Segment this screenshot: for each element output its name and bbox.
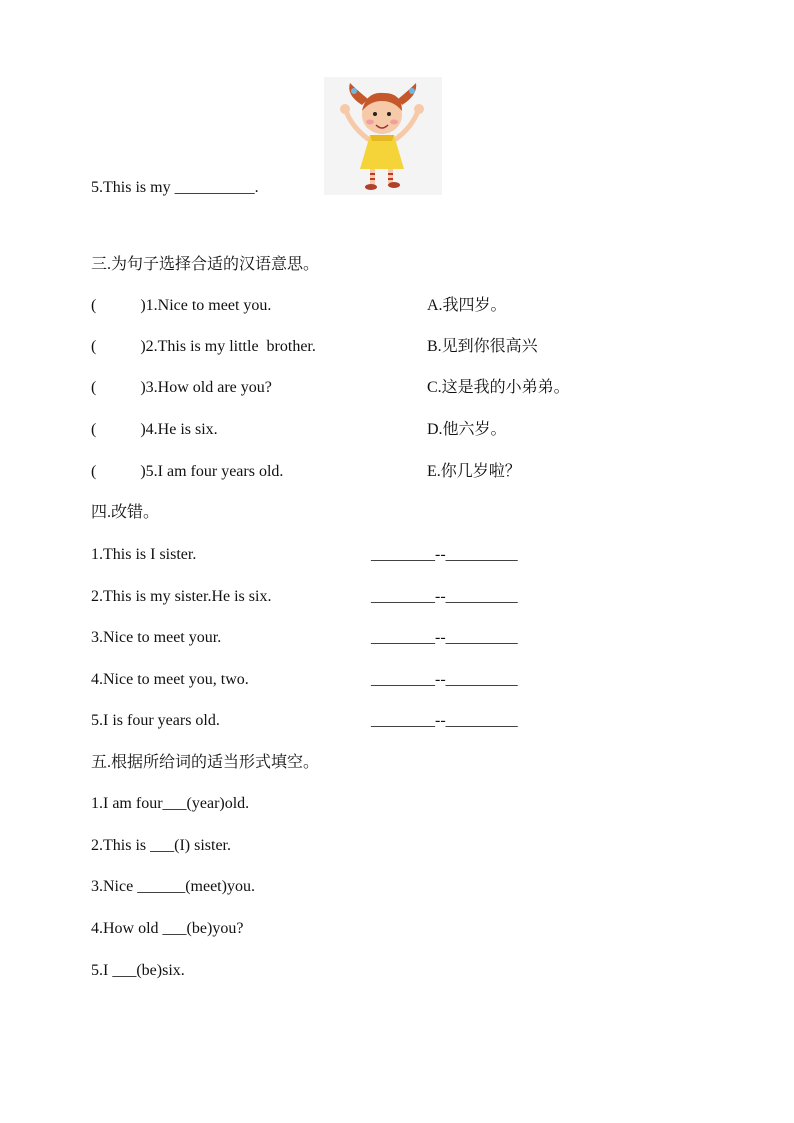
match-right-a: A.我四岁。 bbox=[427, 297, 507, 314]
form-fill-2: 2.This is ___(I) sister. bbox=[91, 837, 231, 854]
correction-sentence-5: 5.I is four years old. bbox=[91, 712, 220, 729]
section5-title: 五.根据所给词的适当形式填空。 bbox=[91, 754, 320, 771]
correction-sentence-3: 3.Nice to meet your. bbox=[91, 629, 222, 646]
correction-sentence-4: 4.Nice to meet you, two. bbox=[91, 671, 249, 688]
match-left-2: ( )2.This is my little brother. bbox=[91, 338, 316, 355]
match-left-4: ( )4.He is six. bbox=[91, 421, 218, 438]
match-right-c: C.这是我的小弟弟。 bbox=[427, 379, 570, 396]
match-left-5: ( )5.I am four years old. bbox=[91, 463, 284, 480]
correction-sentence-2: 2.This is my sister.He is six. bbox=[91, 588, 272, 605]
correction-blank-2: ________--_________ bbox=[371, 588, 518, 605]
correction-blank-4: ________--_________ bbox=[371, 671, 518, 688]
form-fill-4: 4.How old ___(be)you? bbox=[91, 920, 244, 937]
match-left-3: ( )3.How old are you? bbox=[91, 379, 272, 396]
match-right-d: D.他六岁。 bbox=[427, 421, 507, 438]
section3-title: 三.为句子选择合适的汉语意思。 bbox=[91, 256, 320, 273]
section4-title: 四.改错。 bbox=[91, 504, 160, 521]
correction-sentence-1: 1.This is I sister. bbox=[91, 546, 197, 563]
girl-illustration bbox=[324, 77, 442, 195]
girl-drawing bbox=[324, 77, 442, 195]
form-fill-5: 5.I ___(be)six. bbox=[91, 962, 185, 979]
match-right-e: E.你几岁啦？ bbox=[427, 463, 521, 480]
form-fill-3: 3.Nice ______(meet)you. bbox=[91, 878, 255, 895]
match-right-b: B.见到你很高兴 bbox=[427, 338, 538, 355]
correction-blank-1: ________--_________ bbox=[371, 546, 518, 563]
correction-blank-5: ________--_________ bbox=[371, 712, 518, 729]
fill-sentence-5: 5.This is my __________. bbox=[91, 179, 259, 196]
form-fill-1: 1.I am four___(year)old. bbox=[91, 795, 250, 812]
correction-blank-3: ________--_________ bbox=[371, 629, 518, 646]
match-left-1: ( )1.Nice to meet you. bbox=[91, 297, 272, 314]
